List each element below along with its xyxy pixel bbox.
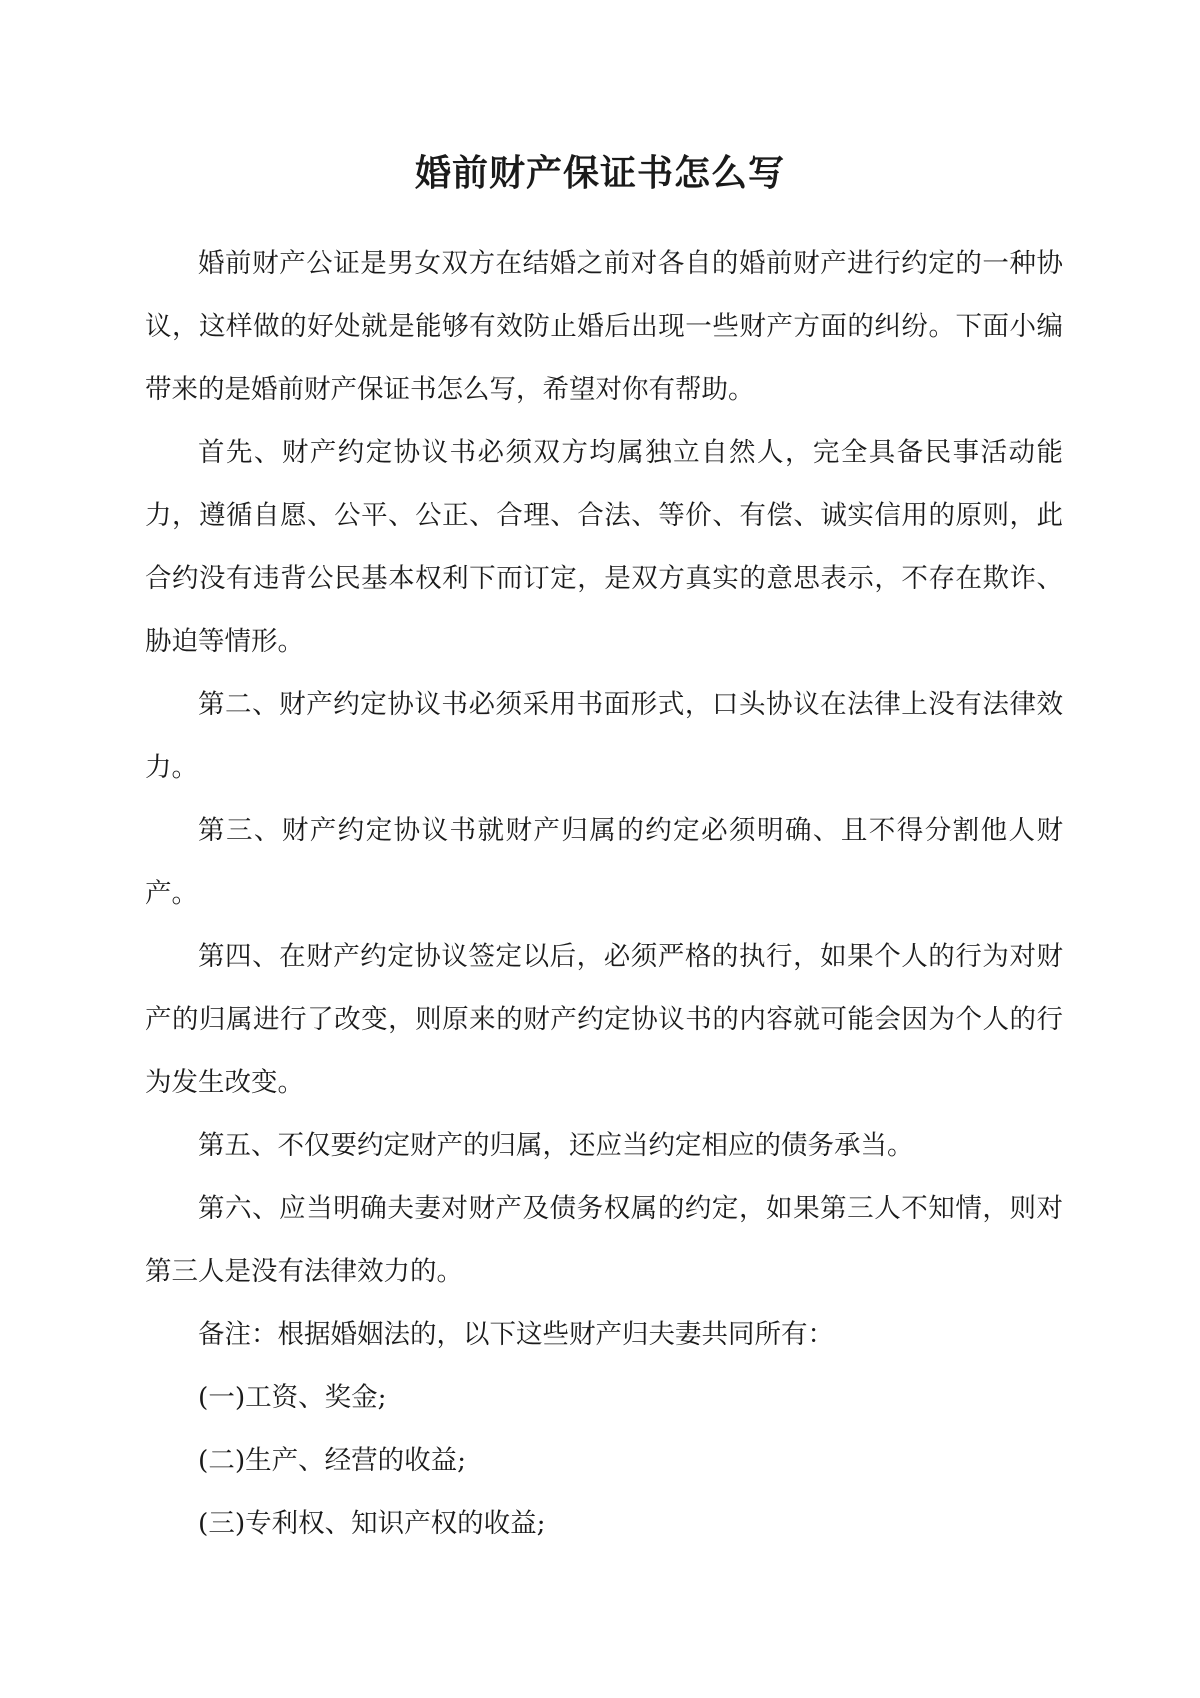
paragraph-intro: 婚前财产公证是男女双方在结婚之前对各自的婚前财产进行约定的一种协议，这样做的好处就是能够有效防止婚后出现一些财产方面的纠纷。下面小编带来的是婚前财产保证书怎么写，希望对你有帮助。 (145, 248, 1063, 405)
paragraph-fourth: 第四、在财产约定协议签定以后，必须严格的执行，如果个人的行为对财产的归属进行了改变，则原来的财产约定协议书的内容就可能会因为个人的行为发生改变。 (145, 941, 1063, 1098)
paragraph-second: 第二、财产约定协议书必须采用书面形式，口头协议在法律上没有法律效力。 (145, 689, 1063, 783)
paragraph-third: 第三、财产约定协议书就财产归属的约定必须明确、且不得分割他人财产。 (145, 815, 1063, 909)
paragraph-first: 首先、财产约定协议书必须双方均属独立自然人，完全具备民事活动能力，遵循自愿、公平、公正、合理、合法、等价、有偿、诚实信用的原则，此合约没有违背公民基本权利下而订定，是双方真实的意思表示，不存在欺诈、胁迫等情形。 (145, 437, 1063, 657)
paragraph-sixth: 第六、应当明确夫妻对财产及债务权属的约定，如果第三人不知情，则对第三人是没有法律效力的。 (145, 1193, 1063, 1287)
paragraph-note: 备注：根据婚姻法的，以下这些财产归夫妻共同所有： (198, 1319, 834, 1350)
list-item-1: (一)工资、奖金; (198, 1382, 387, 1413)
list-item-2: (二)生产、经营的收益; (198, 1445, 467, 1476)
list-item-3: (三)专利权、知识产权的收益; (198, 1508, 546, 1539)
page-title: 婚前财产保证书怎么写 (414, 152, 785, 194)
document-body (145, 232, 1063, 1555)
paragraph-fifth: 第五、不仅要约定财产的归属，还应当约定相应的债务承当。 (198, 1130, 914, 1161)
